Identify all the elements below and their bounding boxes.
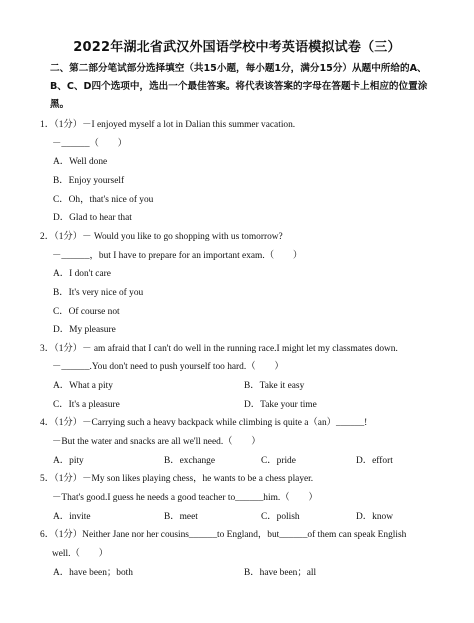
question-3-option-d[interactable]: D．Take your time [244, 400, 317, 410]
question-2-option-d[interactable]: D．My pleasure [53, 325, 116, 335]
question-6-option-a[interactable]: A．have been；both [53, 568, 133, 578]
question-2-stem: 2．（1分）－ Would you like to go shopping with us tomorrow? [40, 232, 283, 242]
question-2-option-b[interactable]: B．It's very nice of you [53, 288, 144, 298]
question-1-stem: 1．（1分）－I enjoyed myself a lot in Dalian this summer vacation. [40, 120, 296, 130]
question-1-option-b[interactable]: B．Enjoy yourself [53, 176, 125, 186]
question-5-option-d[interactable]: D．know [356, 512, 393, 522]
question-6-stem: 6．（1分）Neither Jane nor her cousins______to England，but______of them can speak English [40, 530, 407, 540]
question-5-option-c[interactable]: C．polish [261, 512, 300, 522]
question-1-option-c[interactable]: C．Oh，that's nice of you [53, 195, 154, 205]
page-title: 2022年湖北省武汉外国语学校中考英语模拟试卷（三） [73, 40, 401, 55]
question-5-option-b[interactable]: B．meet [164, 512, 198, 522]
question-4-option-a[interactable]: A．pity [53, 456, 84, 466]
section-heading: 二、第二部分笔试部分选择填空（共15小题，每小题1分，满分15分）从题中所给的A、B、C、D四个选项中，选出一个最佳答案。将代表该答案的字母在答题卡上相应的位置涂黑。 [50, 63, 428, 110]
question-2-option-c[interactable]: C．Of course not [53, 307, 120, 317]
question-1-option-d[interactable]: D．Glad to hear that [53, 213, 132, 223]
question-3-stem: 3．（1分）－ am afraid that I can't do well in the running race.I might let my classmates down. [40, 344, 398, 354]
question-4-option-d[interactable]: D．effort [356, 456, 393, 466]
question-4-option-c[interactable]: C．pride [261, 456, 296, 466]
question-5-option-a[interactable]: A．invite [53, 512, 91, 522]
question-4-stem: 4．（1分）－Carrying such a heavy backpack while climbing is quite a（an）______! [40, 418, 368, 428]
question-3-option-b[interactable]: B．Take it easy [244, 381, 305, 391]
question-3-option-a[interactable]: A．What a pity [53, 381, 113, 391]
question-3-blank: －______.You don't need to push yourself too hard.（ ） [52, 362, 284, 372]
question-2-option-a[interactable]: A．I don't care [53, 269, 111, 279]
question-3-option-c[interactable]: C．It's a pleasure [53, 400, 120, 410]
question-5-reply: －That's good.I guess he needs a good teacher to______him.（ ） [52, 493, 318, 503]
question-1-blank: －______（ ） [52, 139, 128, 149]
question-6-option-b[interactable]: B．have been；all [244, 568, 317, 578]
question-4-option-b[interactable]: B．exchange [164, 456, 216, 466]
question-4-reply: －But the water and snacks are all we'll need.（ ） [52, 437, 261, 447]
question-5-stem: 5．（1分）－My son likes playing chess，he wants to be a chess player. [40, 474, 314, 484]
question-1-option-a[interactable]: A．Well done [53, 157, 108, 167]
question-6-continuation: well.（ ） [52, 549, 108, 559]
question-2-blank: －______，but I have to prepare for an important exam.（ ） [52, 251, 303, 261]
